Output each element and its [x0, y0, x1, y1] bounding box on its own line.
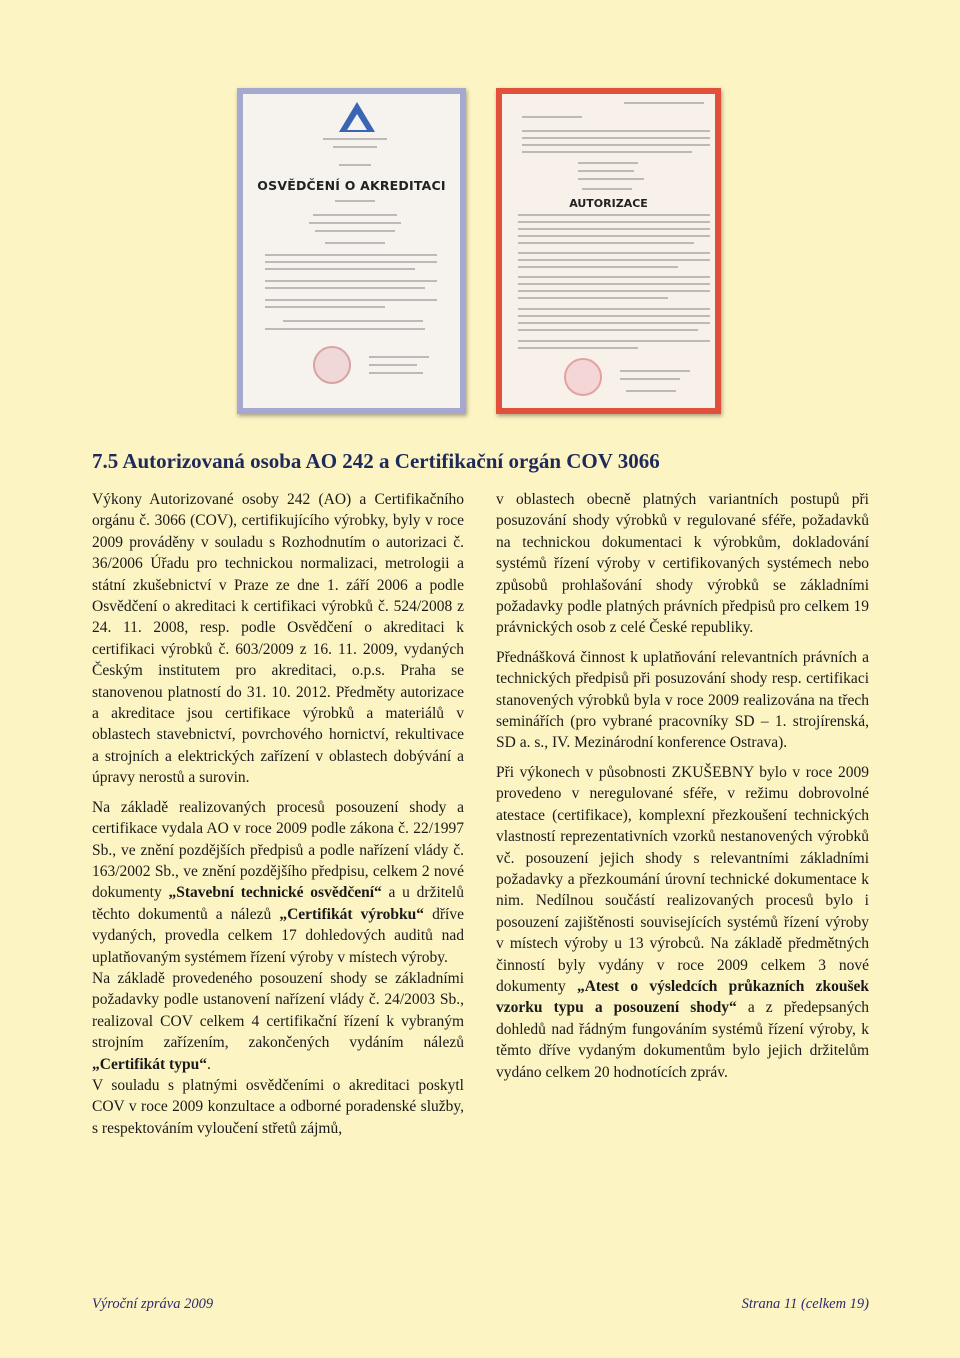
- authorization-certificate-image: [496, 88, 721, 414]
- paragraph: v oblastech obecně platných variantních postupů při posuzování shody výrobků v regulované sféře, požadavků na technickou dokumentaci k výrobkům, dokladování systémů řízení výroby v certifikovaných systémech nebo způsobů prohlašování shody výrobků se základními požadavky podle platných právních předpisů pro celkem 19 právnických osob z celé České republiky.: [496, 491, 869, 637]
- emphasis: „Certifikát typu“: [92, 1055, 207, 1073]
- emphasis: „Certifikát výrobku“: [279, 905, 425, 923]
- section-heading: 7.5 Autorizovaná osoba AO 242 a Certifikační orgán COV 3066: [92, 449, 660, 473]
- paragraph: Výkony Autorizované osoby 242 (AO) a Certifikačního orgánu č. 3066 (COV), certifikujícího výrobky, byly v roce 2009 prováděny v souladu s Rozhodnutím o autorizaci č. 36/2006 Úřadu pro technickou normalizaci, metrologii a státní zkušebnictví v Praze ze dne 1. září 2006 a podle Osvědčení o akreditaci k certifikaci výrobků č. 524/2008 z 24. 11. 2008, resp. podle Osvědčení o akreditaci k certifikaci výrobků č. 603/2009 z 16. 11. 2009, vydaných Českým institutem pro akreditaci, o.p.s. Praha se stanovenou platností do 31. 10. 2012. Předměty autorizace a akreditace jsou certifikace výrobků a materiálů v oblastech stavebnictví, povrchového hornictví, rekultivace a strojních a elektrických zařízení v oblastech dobývání a úpravy nerostů a surovin.: [92, 491, 464, 787]
- emphasis: „Atest o výsledcích průkazních zkoušek vzorku typu a posouzení shody“: [496, 977, 869, 1017]
- paragraph: Při výkonech v působnosti ZKUŠEBNY bylo v roce 2009 provedeno v neregulované sféře, v režimu dobrovolné atestace (certifikace), komplexní přezkoušení technických vlastností reprezentativních vzorků nestanovených výrobků vč. posouzení jejich shody s relevantními základními požadavky a přezkoumání úrovní technické dokumentace k nim. Nedílnou součástí realizovaných procesů bylo i posouzení zajištěnosti souvisejících systémů řízení výroby v místech výroby u 13 výrobců. Na základě předmětných činností byly vydány v roce 2009 celkem 3 nové dokumenty „Atest o výsledcích průkazních zkoušek vzorku typu a posouzení shody“ a z předepsaných dohledů nad řádným fungováním systémů řízení výroby, k těmto dříve vydaným dokumentům bylo jejich držitelům vydáno celkem 20 hodnotících zpráv.: [496, 763, 869, 1081]
- certificate-paper: [502, 94, 715, 408]
- emphasis: „Stavební technické osvědčení“: [168, 884, 382, 902]
- certificate-title: AUTORIZACE: [569, 197, 648, 210]
- paragraph: Přednášková činnost k uplatňování relevantních právních a technických předpisů při posuzování shody resp. certifikaci stanovených výrobků byla v roce 2009 realizována na třech seminářích (pro vybrané pracovníky SD – 1. strojírenská, SD a. s., IV. Mezinárodní konference Ostrava).: [496, 648, 869, 752]
- certificate-title: OSVĚDČENÍ O AKREDITACI: [257, 178, 446, 193]
- left-column: [92, 489, 464, 1139]
- accreditation-certificate-image: [237, 88, 466, 414]
- right-column: [496, 489, 869, 1091]
- stamp-icon: [313, 346, 351, 384]
- certificate-paper: [243, 94, 460, 408]
- paragraph: Na základě provedeného posouzení shody se základními požadavky podle ustanovení nařízení vlády č. 24/2003 Sb., realizoval COV celkem 4 certifikační řízení k vybraným strojním zařízením, zakončených vydáním nálezů „Certifikát typu“.: [92, 969, 464, 1073]
- footer-report-title: Výroční zpráva 2009: [92, 1296, 214, 1312]
- footer-page-number: Strana 11 (celkem 19): [741, 1296, 869, 1312]
- stamp-icon: [564, 358, 602, 396]
- paragraph: Na základě realizovaných procesů posouzení shody a certifikace vydala AO v roce 2009 podle zákona č. 22/1997 Sb., ve znění pozdějších předpisů a podle nařízení vlády č. 163/2002 Sb., ve znění pozdějšího předpisu, celkem 2 nové dokumenty „Stavební technické osvědčení“ a u držitelů těchto dokumentů a nálezů „Certifikát výrobku“ dříve vydaných, provedla celkem 17 dohledových auditů nad uplatňovaným systémem řízení výroby v místech výroby.: [92, 798, 464, 966]
- paragraph: V souladu s platnými osvědčeními o akreditaci poskytl COV v roce 2009 konzultace a odborné poradenské služby, s respektováním vyloučení střetů zájmů,: [92, 1076, 464, 1137]
